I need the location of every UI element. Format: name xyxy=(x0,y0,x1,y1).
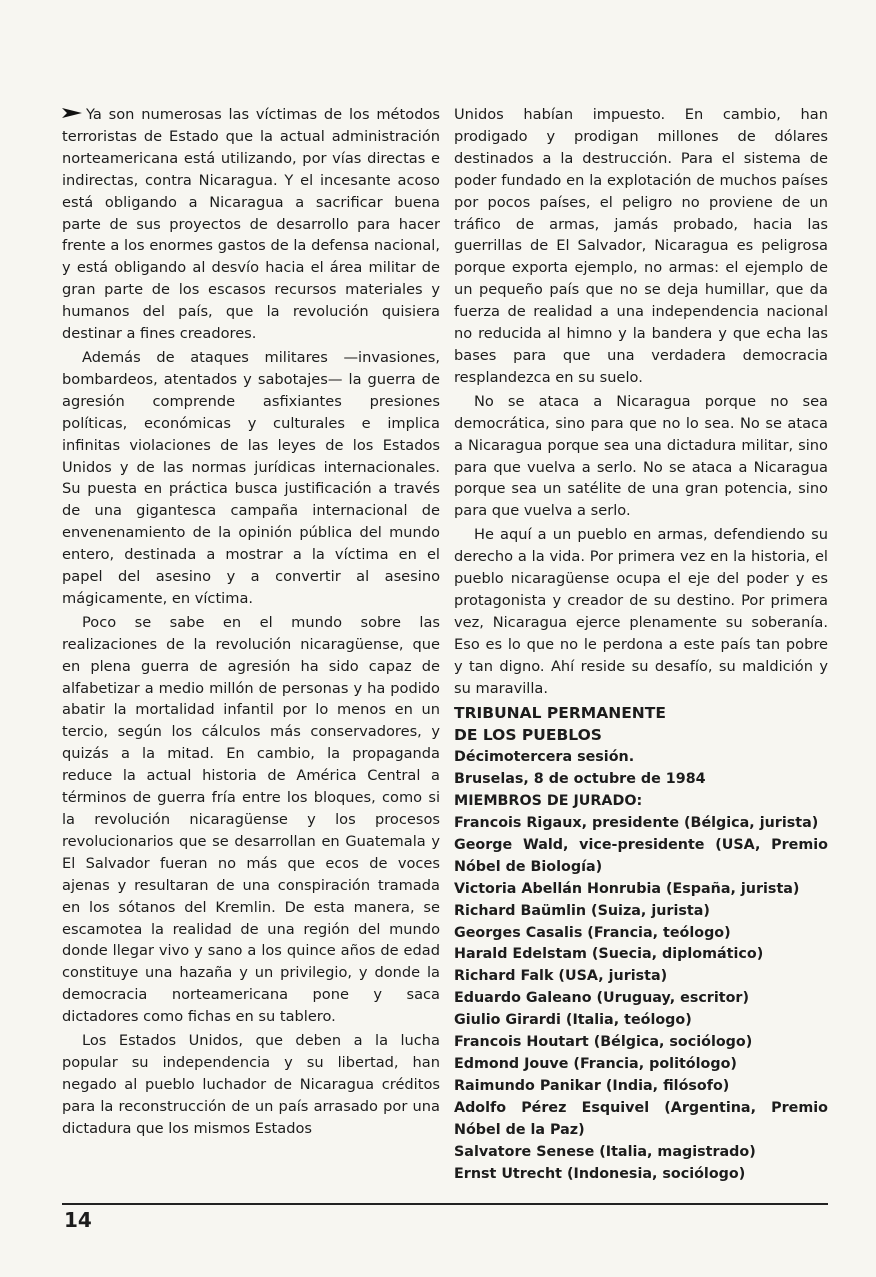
jury-member: Eduardo Galeano (Uruguay, escritor) xyxy=(454,990,749,1007)
jury-member: Giulio Girardi (Italia, teólogo) xyxy=(454,1012,692,1029)
tribunal-place-date: Bruselas, 8 de octubre de 1984 xyxy=(454,771,706,788)
right-column xyxy=(454,104,828,1185)
jury-member: Francois Rigaux, presidente (Bélgica, jurista) xyxy=(454,815,819,831)
jury-member: Raimundo Panikar (India, filósofo) xyxy=(454,1077,730,1094)
jury-member: Francois Houtart (Bélgica, sociólogo) xyxy=(454,1034,753,1051)
paragraph-5: Unidos habían impuesto. En cambio, han prodigado y prodigan millones de dólares destinados a la destrucción. Para el sistema de poder fundado en la explotación de muchos países por pocos países, el peligro no proviene de un tráfico de armas, jamás probado, hacia las guerrillas de El Salvador, Nicaragua es peligrosa porque exporta ejemplo, no armas: el ejemplo de un pequeño país que no se deja humillar, que da fuerza de realidad a una independencia nacional no reducida al himno y la bandera y que echa las bases para que una verdadera democracia resplandezca en su suelo. xyxy=(454,106,828,386)
jury-member: Victoria Abellán Honrubia (España, jurista) xyxy=(454,880,800,897)
jury-member: Ernst Utrecht (Indonesia, sociólogo) xyxy=(454,1165,746,1182)
paragraph-1 xyxy=(62,104,440,345)
jury-member: Adolfo Pérez Esquivel (Argentina, Premio xyxy=(454,1099,828,1116)
jury-heading: MIEMBROS DE JURADO: xyxy=(454,793,643,810)
tribunal-block xyxy=(454,703,828,1185)
paragraph-3: Poco se sabe en el mundo sobre las realizaciones de la revolución nicaragüense, que en plena guerra de agresión ha sido capaz de alfabetizar a medio millón de personas y ha podido abatir la mortalidad infantil por lo menos en un tercio, según los cálculos más conservadores, y quizás a la mitad. En cambio, la propaganda reduce la actual historia de América Central a términos de guerra fría entre los bloques, como si la revolución nicaragüense y los procesos revolucionarios que se desarrollan en Guatemala y El Salvador fueran no más que ecos de voces ajenas y resultaran de una conspiración tramada en los sótanos del Kremlin. De esta manera, se escamotea la realidad de una región del mundo donde llegar vivo y sano a los quince años de edad constituye una hazaña y un privilegio, y donde la democracia norteamericana pone y saca dictadores como fichas en su tablero. xyxy=(62,613,440,1026)
jury-member: Salvatore Senese (Italia, magistrado) xyxy=(454,1143,756,1160)
paragraph-4: Los Estados Unidos, que deben a la lucha popular su independencia y su libertad, han negado al pueblo luchador de Nicaragua créditos para la reconstrucción de un país arrasado por una dictadura que los mismos Estados xyxy=(62,1032,440,1137)
tribunal-title-line-2: DE LOS PUEBLOS xyxy=(454,726,602,745)
page-number: 14 xyxy=(64,1208,92,1232)
left-column xyxy=(62,104,440,1140)
jury-member: Richard Falk (USA, jurista) xyxy=(454,968,668,985)
jury-member: Georges Casalis (Francia, teólogo) xyxy=(454,924,731,941)
tribunal-session: Décimotercera sesión. xyxy=(454,749,635,766)
arrow-right-icon xyxy=(62,108,82,118)
paragraph-2: Además de ataques militares —invasiones, bombardeos, atentados y sabotajes— la guerra de agresión comprende asfixiantes presiones políticas, económicas y culturales e implica infinitas violaciones de las leyes de los Estados Unidos y de las normas jurídicas internacionales. Su puesta en práctica busca justificación a través de una gigantesca campaña internacional de envenenamiento de la opinión pública del mundo entero, destinada a mostrar a la víctima en el papel del asesino y a convertir al asesino mágicamente, en víctima. xyxy=(62,348,440,607)
jury-member: Nóbel de la Paz) xyxy=(454,1121,585,1138)
jury-member: Richard Baümlin (Suiza, jurista) xyxy=(454,902,710,919)
jury-member: Harald Edelstam (Suecia, diplomático) xyxy=(454,946,764,963)
paragraph-1-text: Ya son numerosas las víctimas de los métodos terroristas de Estado que la actual administración norteamericana está utilizando, por vías directas e indirectas, contra Nicaragua. Y el incesante acoso está obligando a Nicaragua a sacrificar buena parte de sus proyectos de desarrollo para hacer frente a los enormes gastos de la defensa nacional, y está obligando al desvío hacia el área militar de gran parte de los escasos recursos materiales y humanos del país, que la revolución quisiera destinar a fines creadores. xyxy=(62,106,440,343)
paragraph-7: He aquí a un pueblo en armas, defendiendo su derecho a la vida. Por primera vez en la historia, el pueblo nicaragüense ocupa el eje del poder y es protagonista y creador de su destino. Por primera vez, Nicaragua ejerce plenamente su soberanía. Eso es lo que no le perdona a este país tan pobre y tan digno. Ahí reside su desafío, su maldición y su maravilla. xyxy=(454,526,828,697)
paragraph-6: No se ataca a Nicaragua porque no sea democrática, sino para que no lo sea. No se ataca a Nicaragua porque sea una dictadura militar, sino para que vuelva a serlo. No se ataca a Nicaragua porque sea un satélite de una gran potencia, sino para que vuelva a serlo. xyxy=(454,392,828,520)
jury-member: George Wald, vice-presidente (USA, Premio xyxy=(454,836,828,853)
footer-rule xyxy=(62,1203,828,1205)
tribunal-title-line-1: TRIBUNAL PERMANENTE xyxy=(454,704,666,723)
jury-member: Edmond Jouve (Francia, politólogo) xyxy=(454,1055,737,1072)
jury-member: Nóbel de Biología) xyxy=(454,858,603,875)
